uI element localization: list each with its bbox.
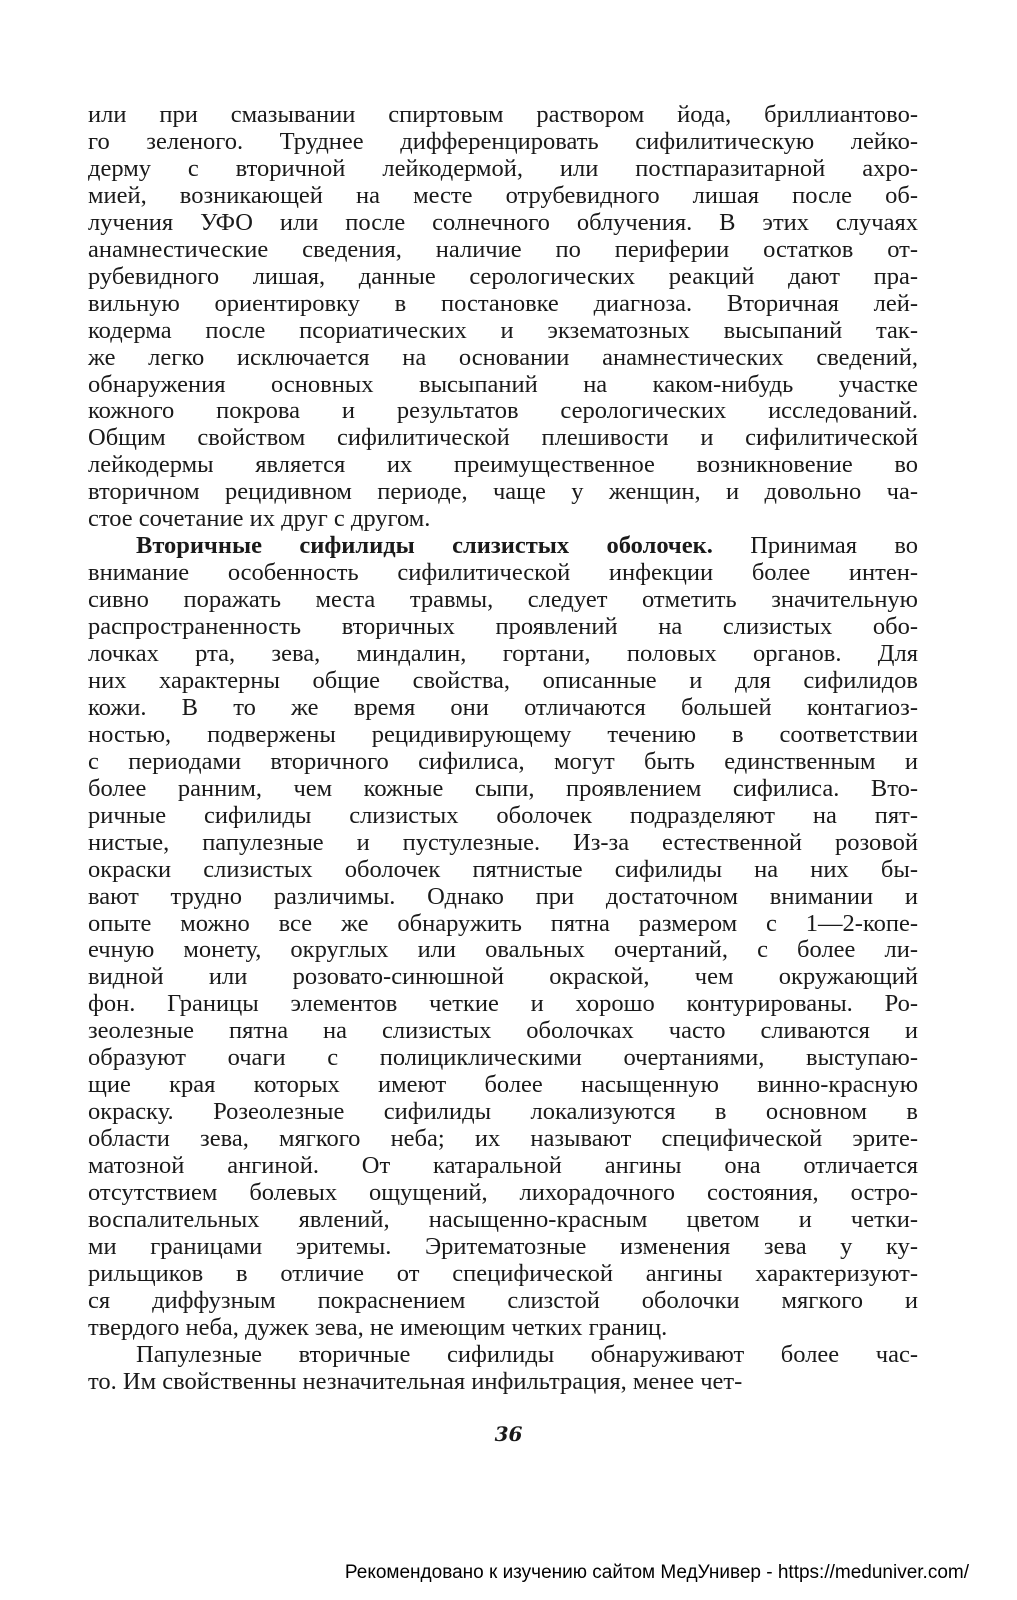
- line-text: то. Им свойственны незначительная инфильтрация, менее чет-: [88, 1367, 743, 1395]
- text-line: [88, 1205, 918, 1235]
- line-text: рильщиков в отличие от специфической ангины характеризуют-: [88, 1259, 918, 1287]
- line-text: ричные сифилиды слизистых оболочек подразделяют на пят-: [88, 801, 918, 829]
- text-line: [88, 935, 918, 965]
- text-line: [88, 989, 918, 1019]
- text-line: [88, 154, 918, 184]
- text-line: [88, 639, 918, 669]
- text-line: [88, 1313, 918, 1343]
- text-line: [88, 181, 918, 211]
- text-line: [136, 531, 918, 561]
- text-line: [88, 747, 918, 777]
- line-text: рубевидного лишая, данные серологических реакций дают пра-: [88, 262, 918, 290]
- text-line: [88, 882, 918, 912]
- text-line: [88, 396, 918, 426]
- line-text: образуют очаги с полициклическими очертаниями, выступаю-: [88, 1044, 918, 1072]
- line-text: окраски слизистых оболочек пятнистые сифилиды на них бы-: [88, 855, 918, 883]
- line-text: Общим свойством сифилитической плешивости и сифилитической: [88, 424, 918, 452]
- text-line: [88, 1286, 918, 1316]
- text-line: [88, 1016, 918, 1046]
- line-text: вторичном рецидивном периоде, чаще у женщин, и довольно ча-: [88, 478, 918, 506]
- text-line: [88, 262, 918, 292]
- text-line: [88, 289, 918, 319]
- text-line: [88, 1259, 918, 1289]
- text-line: [88, 558, 918, 588]
- line-text: Принимая во: [712, 532, 918, 560]
- line-text: ностью, подвержены рецидивирующему течению в соответствии: [88, 720, 918, 748]
- line-text: го зеленого. Труднее дифференцировать сифилитическую лейко-: [88, 127, 918, 155]
- text-line: [88, 370, 918, 400]
- line-text: распространенность вторичных проявлений на слизистых обо-: [88, 613, 918, 641]
- line-text: вают трудно различимы. Однако при достаточном внимании и: [88, 882, 918, 910]
- line-text: опыте можно все же обнаружить пятна размером с 1—2-копе-: [88, 909, 918, 937]
- text-line: [88, 855, 918, 885]
- line-text: кожи. В то же время они отличаются большей контагиоз-: [88, 693, 918, 721]
- line-text: кожного покрова и результатов серологических исследований.: [88, 397, 918, 425]
- text-line: [88, 127, 918, 157]
- line-text: мией, возникающей на месте отрубевидного лишая после об-: [88, 181, 918, 209]
- text-line: [88, 612, 918, 642]
- line-text: ми границами эритемы. Эритематозные изменения зева у ку-: [88, 1232, 918, 1260]
- text-line: [88, 1178, 918, 1208]
- text-line: [88, 909, 918, 939]
- text-line: [88, 1124, 918, 1154]
- text-line: [88, 774, 918, 804]
- line-text: лейкодермы является их преимущественное возникновение во: [88, 451, 918, 479]
- line-text: обнаружения основных высыпаний на каком-нибудь участке: [88, 370, 918, 398]
- line-text: с периодами вторичного сифилиса, могут быть единственным и: [88, 747, 918, 775]
- line-text: видной или розовато-синюшной окраской, чем окружающий: [88, 963, 918, 991]
- footer-watermark: Рекомендовано к изучению сайтом МедУнивер - https://meduniver.com/: [344, 1562, 969, 1583]
- line-text: или при смазывании спиртовым раствором йода, бриллиантово-: [88, 101, 918, 128]
- text-line: [88, 693, 918, 723]
- line-text: отсутствием болевых ощущений, лихорадочного состояния, остро-: [88, 1179, 918, 1206]
- section-heading: Вторичные сифилиды слизистых оболочек.: [136, 532, 713, 560]
- line-text: сивно поражать места травмы, следует отметить значительную: [88, 586, 918, 614]
- line-text: более ранним, чем кожные сыпи, проявлением сифилиса. Вто-: [88, 774, 918, 802]
- text-line: [136, 1340, 918, 1370]
- line-text: же легко исключается на основании анамнестических сведений,: [88, 343, 918, 371]
- line-text: области зева, мягкого неба; их называют специфической эрите-: [88, 1125, 918, 1153]
- text-line: [88, 585, 918, 615]
- text-line: [88, 1043, 918, 1073]
- line-text: щие края которых имеют более насыщенную винно-красную: [88, 1071, 918, 1099]
- text-line: [88, 316, 918, 346]
- line-text: зеолезные пятна на слизистых оболочках часто сливаются и: [88, 1017, 918, 1045]
- line-text: матозной ангиной. От катаральной ангины она отличается: [88, 1152, 918, 1180]
- text-line: [88, 801, 918, 831]
- line-text: Папулезные вторичные сифилиды обнаруживают более час-: [136, 1340, 918, 1368]
- text-line: [88, 1151, 918, 1181]
- text-line: [88, 1097, 918, 1127]
- line-text: стое сочетание их друг с другом.: [88, 505, 431, 533]
- text-line: [88, 1070, 918, 1100]
- text-line: [88, 477, 918, 507]
- text-line: [88, 828, 918, 858]
- text-line: [88, 666, 918, 696]
- line-text: них характерны общие свойства, описанные и для сифилидов: [88, 666, 918, 694]
- text-line: [88, 962, 918, 992]
- line-text: лучения УФО или после солнечного облучения. В этих случаях: [88, 208, 918, 236]
- line-text: анамнестические сведения, наличие по периферии остатков от-: [88, 235, 918, 263]
- text-line: [88, 720, 918, 750]
- line-text: ся диффузным покраснением слизстой оболочки мягкого и: [88, 1286, 918, 1314]
- line-text: кодерма после псориатических и экзематозных высыпаний так-: [88, 316, 918, 344]
- line-text: окраску. Розеолезные сифилиды локализуются в основном в: [88, 1098, 918, 1126]
- text-line: [88, 100, 918, 130]
- line-text: ечную монету, округлых или овальных очертаний, с более ли-: [88, 936, 918, 964]
- text-line: [88, 208, 918, 238]
- line-text: твердого неба, дужек зева, не имеющим четких границ.: [88, 1313, 668, 1341]
- line-text: нистые, папулезные и пустулезные. Из-за естественной розовой: [88, 828, 918, 856]
- page-number: 36: [494, 1422, 523, 1446]
- line-text: воспалительных явлений, насыщенно-красным цветом и четки-: [88, 1205, 918, 1233]
- line-text: фон. Границы элементов четкие и хорошо контурированы. Ро-: [88, 990, 918, 1018]
- line-text: дерму с вторичной лейкодермой, или постпаразитарной ахро-: [88, 154, 918, 182]
- text-line: [88, 235, 918, 265]
- text-line: [88, 504, 918, 534]
- line-text: вильную ориентировку в постановке диагноза. Вторичная лей-: [88, 289, 918, 317]
- text-line: [88, 450, 918, 480]
- line-text: лочках рта, зева, миндалин, гортани, половых органов. Для: [88, 640, 918, 667]
- text-line: [88, 423, 918, 453]
- text-line: [88, 343, 918, 373]
- text-line: [88, 1367, 918, 1397]
- line-text: внимание особенность сифилитической инфекции более интен-: [88, 559, 918, 587]
- text-line: [88, 1232, 918, 1262]
